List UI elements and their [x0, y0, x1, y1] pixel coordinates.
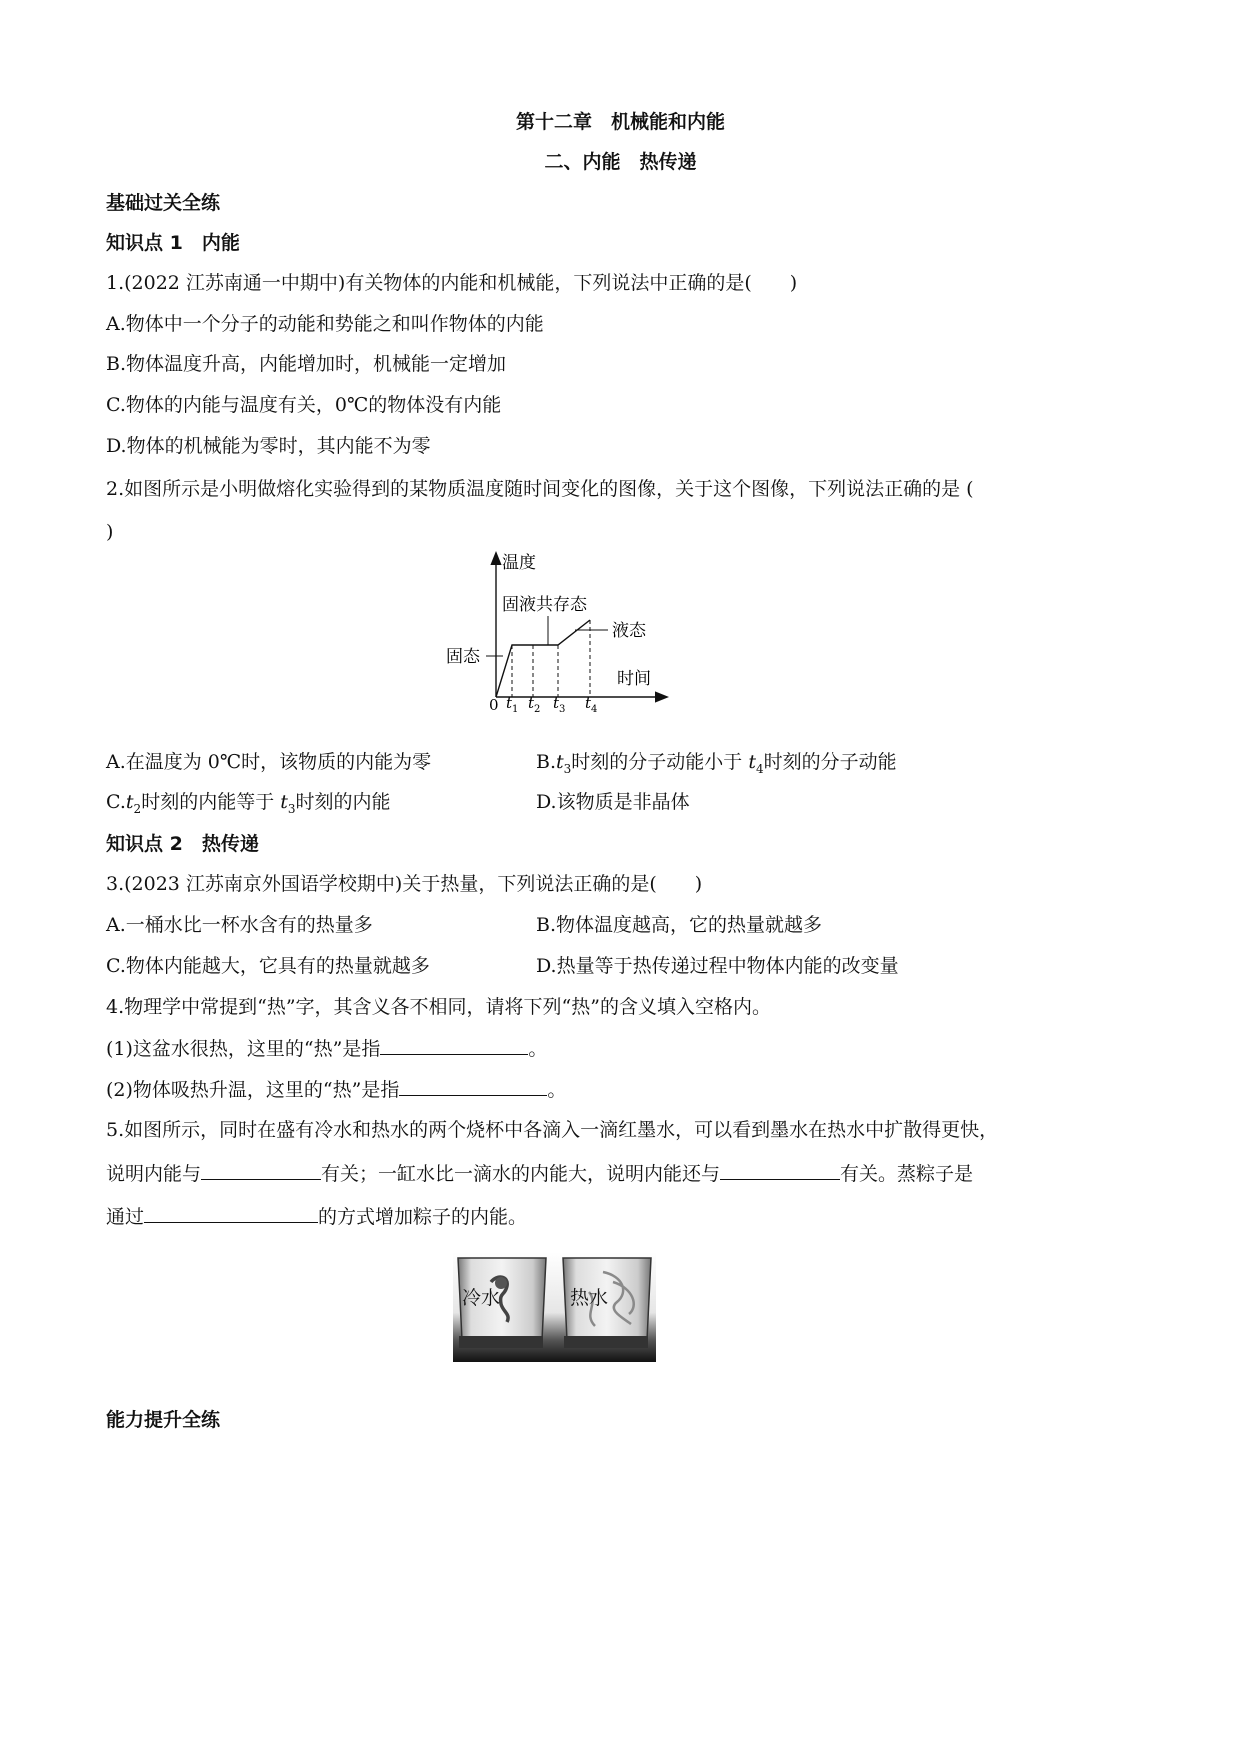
q5-line-3: 通过 的方式增加粽子的内能。 — [106, 1206, 528, 1228]
q4-part-2: (2)物体吸热升温，这里的“热”是指 。 — [106, 1079, 567, 1101]
melting-graph — [440, 550, 670, 720]
tick-t3: $t_3$ — [553, 694, 566, 715]
x-axis-label: 时间 — [617, 669, 651, 689]
q1-option-a: A.物体中一个分子的动能和势能之和叫作物体的内能 — [106, 313, 544, 335]
hot-water-label: 热水 — [570, 1287, 609, 1309]
part-advanced-heading: 能力提升全练 — [106, 1409, 221, 1431]
q1-option-d: D.物体的机械能为零时，其内能不为零 — [106, 435, 431, 457]
cold-water-label: 冷水 — [462, 1287, 501, 1309]
q1-option-b: B.物体温度升高，内能增加时，机械能一定增加 — [106, 353, 507, 375]
q2-option-d: D.该物质是非晶体 — [536, 791, 690, 813]
q4-blank-1[interactable] — [380, 1036, 528, 1055]
tick-t2: $t_2$ — [528, 694, 541, 715]
q1-stem: 1.(2022 江苏南通一中期中)有关物体的内能和机械能，下列说法中正确的是( ) — [106, 272, 798, 294]
tick-t4: $t_4$ — [585, 694, 598, 715]
tick-t1: $t_1$ — [506, 694, 519, 715]
section-title: 二、内能 热传递 — [544, 151, 697, 173]
q5-blank-2[interactable] — [720, 1161, 840, 1180]
q5-line-2: 说明内能与 有关；一缸水比一滴水的内能大，说明内能还与 有关。蒸粽子是 — [106, 1163, 974, 1185]
q2-option-b: $B.t_3$时刻的分子动能小于 $t_4$时刻的分子动能 — [536, 751, 897, 776]
q5-blank-3[interactable] — [144, 1204, 318, 1223]
q1-option-c: C.物体的内能与温度有关，0℃的物体没有内能 — [106, 394, 502, 416]
q2-option-a: A.在温度为 0℃时，该物质的内能为零 — [106, 751, 432, 773]
q4-stem: 4.物理学中常提到“热”字，其含义各不相同，请将下列“热”的含义填入空格内。 — [106, 996, 771, 1018]
q3-option-b: B.物体温度越高，它的热量就越多 — [536, 914, 823, 936]
q5-line-1: 5.如图所示，同时在盛有冷水和热水的两个烧杯中各滴入一滴红墨水，可以看到墨水在热水中扩散得更快， — [106, 1119, 999, 1141]
q3-stem: 3.(2023 江苏南京外国语学校期中)关于热量，下列说法正确的是( ) — [106, 873, 703, 895]
q3-option-c: C.物体内能越大，它具有的热量就越多 — [106, 955, 430, 977]
knowledge-point-2: 知识点 2 热传递 — [106, 833, 259, 855]
beakers-photo — [453, 1252, 656, 1362]
q2-stem: 2.如图所示是小明做熔化实验得到的某物质温度随时间变化的图像，关于这个图像，下列说法正确的是 ( — [106, 478, 974, 500]
origin-label: 0 — [489, 696, 499, 714]
q3-option-a: A.一桶水比一杯水含有的热量多 — [106, 914, 373, 936]
y-axis-label: 温度 — [502, 553, 536, 573]
q3-option-d: D.热量等于热传递过程中物体内能的改变量 — [536, 955, 899, 977]
q4-blank-2[interactable] — [399, 1077, 547, 1096]
liquid-state-label: 液态 — [612, 621, 646, 641]
part-basic-heading: 基础过关全练 — [106, 192, 221, 214]
solid-state-label: 固态 — [446, 647, 480, 667]
mix-state-label: 固液共存态 — [502, 595, 587, 615]
chapter-title: 第十二章 机械能和内能 — [515, 111, 725, 133]
knowledge-point-1: 知识点 1 内能 — [106, 232, 240, 254]
q4-part-1: (1)这盆水很热，这里的“热”是指 。 — [106, 1038, 548, 1060]
q5-blank-1[interactable] — [201, 1161, 321, 1180]
q2-stem-close: ) — [106, 521, 114, 543]
q2-option-c: $C.t_2$时刻的内能等于 $t_3$时刻的内能 — [106, 791, 391, 816]
temperature-curve — [496, 620, 590, 697]
